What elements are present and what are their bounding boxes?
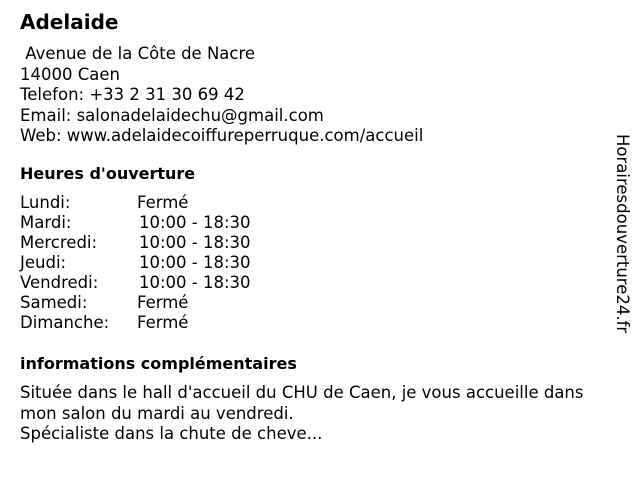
web-line: Web: www.adelaidecoiffureperruque.com/accueil: [20, 126, 424, 145]
contact-block: [20, 44, 423, 147]
email-line: Email: salonadelaidechu@gmail.com: [20, 105, 324, 125]
hours-row-tuesday: [20, 213, 251, 233]
day-hours: Fermé: [137, 313, 189, 332]
site-watermark-label: Horairesdouverture24.fr: [613, 134, 632, 334]
business-name: Adelaide: [20, 10, 119, 34]
day-label: Vendredi:: [20, 273, 99, 292]
day-label: Lundi:: [20, 193, 71, 212]
hours-row-monday: [20, 193, 251, 213]
day-hours: 10:00 - 18:30: [139, 233, 251, 252]
additional-info-heading: informations complémentaires: [20, 354, 297, 373]
hours-row-wednesday: [20, 233, 251, 253]
day-hours: 10:00 - 18:30: [139, 213, 251, 232]
hours-row-sunday: [20, 313, 251, 333]
day-label: Mardi:: [20, 213, 72, 232]
day-hours: 10:00 - 18:30: [139, 273, 251, 292]
description-text: Située dans le hall d'accueil du CHU de Caen, je vous accueille dans mon salon du mardi au vendredi.: [20, 383, 584, 423]
address-city: 14000 Caen: [20, 64, 120, 84]
day-label: Samedi:: [20, 293, 88, 312]
additional-info-text: [20, 383, 590, 445]
hours-row-friday: [20, 273, 251, 293]
hours-row-thursday: [20, 253, 251, 273]
day-label: Jeudi:: [20, 253, 67, 272]
day-hours: 10:00 - 18:30: [139, 253, 251, 272]
opening-hours-table: [20, 193, 251, 333]
day-hours: Fermé: [137, 193, 189, 212]
description-more-text: Spécialiste dans la chute de cheve...: [20, 424, 323, 443]
day-label: Mercredi:: [20, 233, 98, 252]
hours-row-saturday: [20, 293, 251, 313]
phone-line: Telefon: +33 2 31 30 69 42: [20, 85, 245, 104]
day-hours: Fermé: [137, 293, 189, 312]
address-street: Avenue de la Côte de Nacre: [20, 44, 256, 63]
day-label: Dimanche:: [20, 313, 110, 332]
opening-hours-heading: Heures d'ouverture: [20, 164, 196, 183]
